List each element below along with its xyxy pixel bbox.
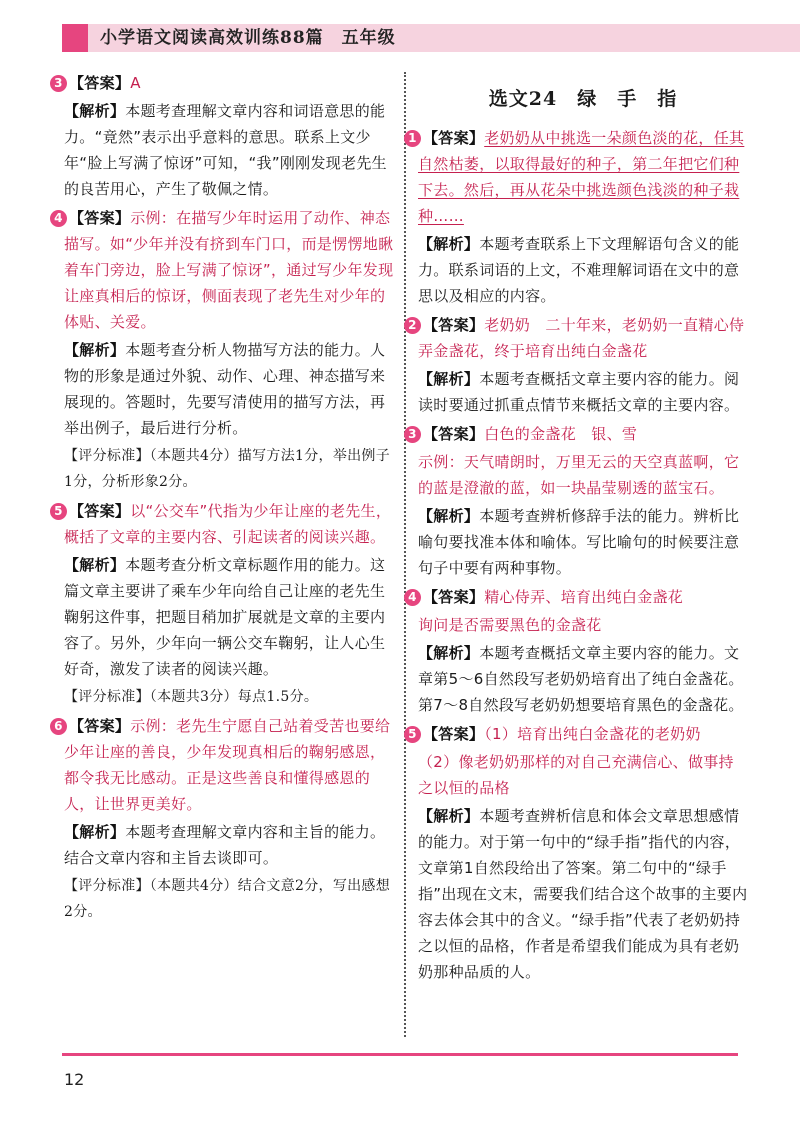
question-number-badge: 4 [404, 589, 421, 606]
answer-text: （1）培育出纯白金盏花的老奶奶 [484, 725, 701, 743]
analysis-tag: 【解析】 [64, 341, 126, 359]
question-number-badge: 3 [404, 426, 421, 443]
answer-text: 白色的金盏花 银、雪 [484, 425, 638, 443]
book-title: 小学语文阅读高效训练88篇 五年级 [100, 28, 396, 48]
section-title: 选文24 绿 手 指 [488, 88, 678, 110]
header-accent-block [62, 24, 88, 52]
answer-text: 示例：在描写少年时运用了动作、神态描写。如“少年并没有挤到车门口，而是愣愣地瞅着车门旁边，脸上写满了惊讶”，通过写少年发现让座真相后的惊讶，侧面表现了老先生对少年的体贴、关爱。 [64, 209, 394, 331]
question-number-badge: 3 [50, 75, 67, 92]
answer-tag: 【答案】 [423, 588, 485, 606]
analysis-text: 本题考查分析文章标题作用的能力。这篇文章主要讲了乘车少年向给自己让座的老先生鞠躬这件事，把题目稍加扩展就是文章的主要内容了。另外，少年向一辆公交车鞠躬，让人心生好奇，激发了读者的阅读兴趣。 [64, 556, 386, 678]
analysis-text: 本题考查分析人物描写方法的能力。人物的形象是通过外貌、动作、心理、神态描写来展现的。答题时，先要写清使用的描写方法，再举出例子，最后进行分析。 [64, 341, 386, 437]
analysis-text: 本题考查联系上下文理解语句含义的能力。联系词语的上文，不难理解词语在文中的意思以及相应的内容。 [418, 235, 740, 305]
answer-tag: 【答案】 [69, 502, 131, 520]
answer-entry-4 [54, 205, 394, 495]
analysis-tag: 【解析】 [418, 507, 480, 525]
analysis-text: 本题考查辨析修辞手法的能力。辨析比喻句要找准本体和喻体。写比喻句的时候要注意句子中要有两种事物。 [418, 507, 740, 577]
analysis-text: 本题考查概括文章主要内容的能力。阅读时要通过抓重点情节来概括文章的主要内容。 [418, 370, 740, 414]
analysis-text: 本题考查理解文章内容和主旨的能力。结合文章内容和主旨去谈即可。 [64, 823, 386, 867]
answer-tag: 【答案】 [423, 129, 485, 147]
answer-entry-1 [408, 125, 748, 309]
answer-text: 以“公交车”代指为少年让座的老先生，概括了文章的主要内容、引起读者的阅读兴趣。 [64, 502, 392, 546]
right-column [408, 70, 748, 988]
answer-example: 示例：天气晴朗时，万里无云的天空真蓝啊，它的蓝是澄澈的蓝，如一块晶莹剔透的蓝宝石。 [418, 453, 740, 497]
answer-entry-2 [408, 312, 748, 418]
scoring-criteria: 【评分标准】（本题共3分）每点1.5分。 [64, 689, 319, 705]
answer-text-line2: 询问是否需要黑色的金盏花 [418, 616, 602, 634]
page-number: 12 [64, 1070, 85, 1089]
question-number-badge: 1 [404, 130, 421, 147]
answer-tag: 【答案】 [69, 209, 131, 227]
question-number-badge: 2 [404, 317, 421, 334]
left-column [54, 70, 394, 928]
answer-text: A [130, 74, 141, 92]
answer-entry-3 [54, 70, 394, 202]
analysis-text: 本题考查概括文章主要内容的能力。文章第5～6自然段写老奶奶培育出了纯白金盏花。第7～8自然段写老奶奶想要培育黑色的金盏花。 [418, 644, 744, 714]
scoring-criteria: 【评分标准】（本题共4分）结合文意2分，写出感想2分。 [64, 878, 391, 920]
analysis-text: 本题考查理解文章内容和词语意思的能力。“竟然”表示出乎意料的意思。联系上文少年“脸上写满了惊讶”可知，“我”刚刚发现老先生的良苦用心，产生了敬佩之情。 [64, 102, 387, 198]
answer-text: 示例：老先生宁愿自己站着受苦也要给少年让座的善良，少年发现真相后的鞠躬感恩，都令我无比感动。正是这些善良和懂得感恩的人，让世界更美好。 [64, 717, 391, 813]
scoring-criteria: 【评分标准】（本题共4分）描写方法1分，举出例子1分，分析形象2分。 [64, 448, 391, 490]
question-number-badge: 5 [404, 726, 421, 743]
analysis-tag: 【解析】 [418, 644, 480, 662]
answer-entry-3 [408, 421, 748, 581]
question-number-badge: 4 [50, 210, 67, 227]
answer-text: 精心侍弄、培育出纯白金盏花 [484, 588, 684, 606]
analysis-tag: 【解析】 [64, 556, 126, 574]
footer-rule [62, 1053, 738, 1056]
analysis-tag: 【解析】 [418, 235, 480, 253]
answer-tag: 【答案】 [423, 725, 485, 743]
answer-tag: 【答案】 [423, 316, 485, 334]
analysis-tag: 【解析】 [64, 102, 126, 120]
answer-entry-4 [408, 584, 748, 718]
answer-entry-5 [408, 721, 748, 985]
column-divider [404, 72, 406, 1037]
answer-tag: 【答案】 [423, 425, 485, 443]
question-number-badge: 6 [50, 718, 67, 735]
question-number-badge: 5 [50, 503, 67, 520]
answer-text-line2: （2）像老奶奶那样的对自己充满信心、做事持之以恒的品格 [418, 753, 734, 797]
analysis-text: 本题考查辨析信息和体会文章思想感情的能力。对于第一句中的“绿手指”指代的内容，文章第1自然段给出了答案。第二句中的“绿手指”出现在文末，需要我们结合这个故事的主要内容去体会其中的含义。“绿手指”代表了老奶奶持之以恒的品格，作者是希望我们能成为具有老奶奶那种品质的人。 [418, 807, 748, 981]
answer-tag: 【答案】 [69, 74, 131, 92]
answer-text: 老奶奶 二十年来，老奶奶一直精心侍弄金盏花，终于培育出纯白金盏花 [418, 316, 745, 360]
answer-entry-5 [54, 498, 394, 710]
analysis-tag: 【解析】 [418, 807, 480, 825]
answer-entry-6 [54, 713, 394, 925]
analysis-tag: 【解析】 [418, 370, 480, 388]
answer-tag: 【答案】 [69, 717, 131, 735]
answer-text: 老奶奶从中挑选一朵颜色淡的花，任其自然枯萎，以取得最好的种子，第二年把它们种下去。然后，再从花朵中挑选颜色浅淡的种子栽种…… [418, 129, 745, 225]
analysis-tag: 【解析】 [64, 823, 126, 841]
